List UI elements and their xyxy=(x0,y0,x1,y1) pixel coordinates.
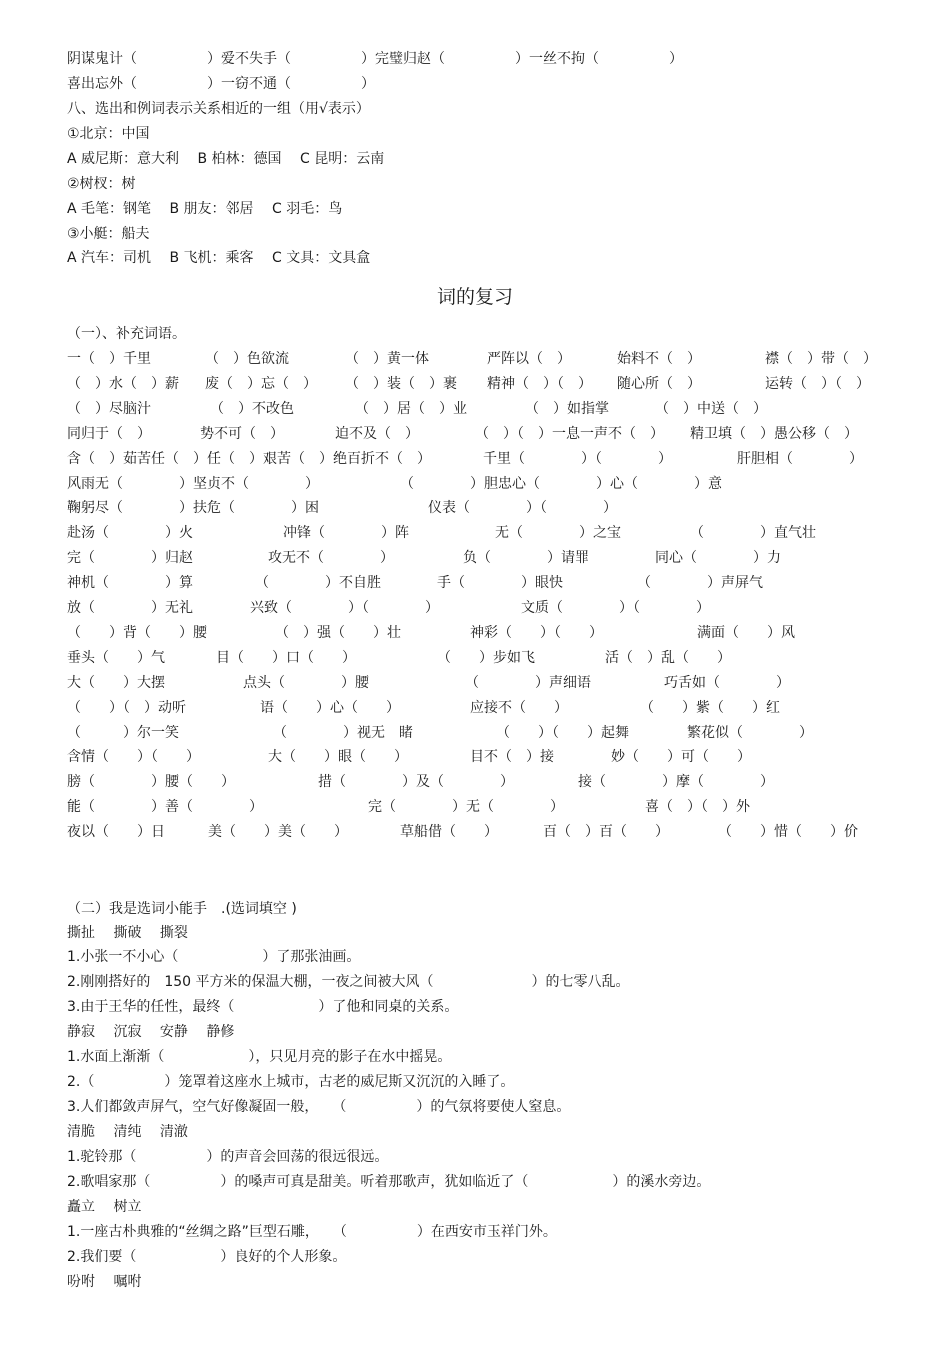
word-group-1-sentence-3: 3.由于王华的任性，最终（ ）了他和同桌的关系。 xyxy=(67,999,459,1015)
fill-in-item: 完（ ）归赵 xyxy=(67,550,193,566)
word-group-3-sentence-1: 1.驼铃那（ ）的声音会回荡的很远很远。 xyxy=(67,1149,389,1165)
fill-in-item: 神彩（ ）（ ） xyxy=(470,625,603,641)
fill-in-item: （ ）背（ ）腰 xyxy=(67,625,207,641)
word-group-1-sentence-2: 2.刚刚搭好的 150 平方米的保温大棚，一夜之间被大风（ ）的七零八乱。 xyxy=(67,974,630,990)
fill-in-item: 美（ ）美（ ） xyxy=(208,824,348,840)
fill-in-item: 赴汤（ ）火 xyxy=(67,525,193,541)
fill-in-item: （ ）尽脑汁 xyxy=(67,401,151,417)
fill-in-item: 夜以（ ）日 xyxy=(67,824,165,840)
fill-in-item: 措（ ）及（ ） xyxy=(318,774,514,790)
fill-in-item: 繁花似（ ） xyxy=(687,725,813,741)
fill-in-item: 同归于（ ） xyxy=(67,426,151,442)
fill-in-item: 精神（ ）（ ） xyxy=(487,376,592,392)
fill-in-item: （ ）不改色 xyxy=(210,401,294,417)
fill-in-item: 目（ ）口（ ） xyxy=(216,650,356,666)
section-8-question-3: ③小艇：船夫 xyxy=(67,226,150,242)
fill-in-item: 废（ ）忘（ ） xyxy=(205,376,317,392)
fill-in-item: 巧舌如（ ） xyxy=(664,675,790,691)
fill-in-item: 文质（ ）（ ） xyxy=(521,600,710,616)
fill-in-item: 放（ ）无礼 xyxy=(67,600,193,616)
fill-in-item: （ ）如指掌 xyxy=(525,401,609,417)
section-8-question-3-options: A 汽车：司机 B 飞机：乘客 C 文具：文具盒 xyxy=(67,250,371,266)
fill-in-item: （ ）装（ ）裹 xyxy=(345,376,457,392)
fill-in-item: 喜（ ）（ ）外 xyxy=(645,799,750,815)
fill-in-item: （ ）直气壮 xyxy=(690,525,816,541)
fill-in-item: 满面（ ）风 xyxy=(697,625,795,641)
fill-in-item: 仪表（ ）（ ） xyxy=(428,500,617,516)
fill-in-item: （ ）水（ ）薪 xyxy=(67,376,179,392)
section-8-question-1-options: A 威尼斯：意大利 B 柏林：德国 C 昆明：云南 xyxy=(67,151,385,167)
fill-in-item: （ ）紫（ ）红 xyxy=(640,700,780,716)
fill-in-item: 随心所（ ） xyxy=(617,376,701,392)
fill-in-item: 神机（ ）算 xyxy=(67,575,193,591)
word-group-4-sentence-1: 1.一座古朴典雅的“丝绸之路”巨型石雕， （ ）在西安市玉祥门外。 xyxy=(67,1224,557,1240)
fill-in-item: 肝胆相（ ） xyxy=(737,451,863,467)
fill-in-item: 接（ ）摩（ ） xyxy=(578,774,774,790)
fill-in-item: 鞠躬尽（ ）扶危（ ）困 xyxy=(67,500,319,516)
fill-in-item: 大（ ）大摆 xyxy=(67,675,165,691)
fill-in-item: 应接不（ ） xyxy=(470,700,568,716)
word-group-2-sentence-1: 1.水面上渐渐（ ），只见月亮的影子在水中摇晃。 xyxy=(67,1049,452,1065)
fill-in-item: （ ）居（ ）业 xyxy=(355,401,467,417)
section-8-heading: 八、选出和例词表示关系相近的一组（用√表示） xyxy=(67,101,370,117)
word-group-4-sentence-2: 2.我们要（ ）良好的个人形象。 xyxy=(67,1249,347,1265)
fill-in-item: 百（ ）百（ ） xyxy=(543,824,669,840)
fill-in-item: 含情（ ）（ ） xyxy=(67,749,200,765)
word-group-2: 静寂 沉寂 安静 静修 xyxy=(67,1024,235,1040)
fill-in-item: （ ）色欲流 xyxy=(205,351,289,367)
fill-in-item: （ ）（ ）一息一声不（ ） xyxy=(475,426,664,442)
fill-in-item: 活（ ）乱（ ） xyxy=(605,650,731,666)
fill-in-item: （ ）强（ ）壮 xyxy=(275,625,401,641)
fill-in-item: 负（ ）请罪 xyxy=(463,550,589,566)
word-group-2-sentence-2: 2.（ ）笼罩着这座水上城市，古老的威尼斯又沉沉的入睡了。 xyxy=(67,1074,515,1090)
fill-in-item: 大（ ）眼（ ） xyxy=(268,749,408,765)
fill-in-item: 始料不（ ） xyxy=(617,351,701,367)
fill-in-item: （ ）中送（ ） xyxy=(655,401,767,417)
fill-in-item: 手（ ）眼快 xyxy=(437,575,563,591)
fill-in-item: （ ）不自胜 xyxy=(255,575,381,591)
fill-in-item: （ ）（ ）起舞 xyxy=(496,725,629,741)
fill-in-item: 千里（ ）（ ） xyxy=(483,451,672,467)
fill-in-item: 同心（ ）力 xyxy=(655,550,781,566)
fill-in-item: 完（ ）无（ ） xyxy=(368,799,564,815)
word-group-1: 撕扯 撕破 撕裂 xyxy=(67,925,188,941)
fill-in-item: （ ）（ ）动听 xyxy=(67,700,186,716)
word-group-3: 清脆 清纯 清澈 xyxy=(67,1124,188,1140)
fill-in-item: （ ）视无 睹 xyxy=(273,725,413,741)
fill-in-item: 妙（ ）可（ ） xyxy=(611,749,751,765)
fill-in-item: 迫不及（ ） xyxy=(335,426,419,442)
fill-in-item: 语（ ）心（ ） xyxy=(260,700,400,716)
fill-in-item: （ ）黄一体 xyxy=(345,351,429,367)
word-group-2-sentence-3: 3.人们都敛声屏气，空气好像凝固一般， （ ）的气氛将要使人窒息。 xyxy=(67,1099,571,1115)
fill-in-item: 襟（ ）带（ ） xyxy=(765,351,877,367)
word-group-4: 矗立 树立 xyxy=(67,1199,142,1215)
fill-in-item: 草船借（ ） xyxy=(400,824,498,840)
fill-in-item: 能（ ）善（ ） xyxy=(67,799,263,815)
fill-in-item: 风雨无（ ）坚贞不（ ） xyxy=(67,476,319,492)
fill-in-item: 含（ ）茹苦任（ ）任（ ）艰苦（ ）绝百折不（ ） xyxy=(67,451,431,467)
fill-in-item: 一（ ）千里 xyxy=(67,351,151,367)
fill-in-item: （ ）尔一笑 xyxy=(67,725,179,741)
fill-in-item: 冲锋（ ）阵 xyxy=(283,525,409,541)
section-8-question-2: ②树杈：树 xyxy=(67,176,136,192)
fill-in-item: 精卫填（ ）愚公移（ ） xyxy=(690,426,858,442)
part-2-heading: （二）我是选词小能手 .(选词填空 ) xyxy=(67,901,297,917)
fill-in-item: 运转（ ）（ ） xyxy=(765,376,870,392)
section-8-question-1: ①北京：中国 xyxy=(67,126,150,142)
fill-in-item: （ ）惜（ ）价 xyxy=(718,824,858,840)
word-group-5: 吩咐 嘱咐 xyxy=(67,1274,142,1290)
fill-in-item: 无（ ）之宝 xyxy=(495,525,621,541)
fill-in-item: 严阵以（ ） xyxy=(487,351,571,367)
fill-in-item: （ ）声细语 xyxy=(465,675,591,691)
fill-in-item: 目不（ ）接 xyxy=(470,749,554,765)
word-group-3-sentence-2: 2.歌唱家那（ ）的嗓声可真是甜美。听着那歌声，犹如临近了（ ）的溪水旁边。 xyxy=(67,1174,711,1190)
fill-in-item: 膀（ ）腰（ ） xyxy=(67,774,235,790)
fill-in-item: 攻无不（ ） xyxy=(268,550,394,566)
fill-in-item: 势不可（ ） xyxy=(200,426,284,442)
fill-in-item: （ ）胆忠心（ ）心（ ）意 xyxy=(400,476,722,492)
section-8-question-2-options: A 毛笔：钢笔 B 朋友：邻居 C 羽毛：鸟 xyxy=(67,201,343,217)
fill-in-item: （ ）步如飞 xyxy=(437,650,535,666)
idiom-correction-row-2: 喜出忘外（ ）一窃不通（ ） xyxy=(67,76,375,92)
fill-in-item: 垂头（ ）气 xyxy=(67,650,165,666)
fill-in-item: 兴致（ ）（ ） xyxy=(250,600,439,616)
review-title: 词的复习 xyxy=(436,286,513,308)
idiom-correction-row-1: 阴谋鬼计（ ）爱不失手（ ）完璧归赵（ ）一丝不拘（ ） xyxy=(67,51,683,67)
part-1-heading: （一）、补充词语。 xyxy=(67,326,186,342)
fill-in-item: （ ）声屏气 xyxy=(637,575,763,591)
fill-in-item: 点头（ ）腰 xyxy=(243,675,369,691)
word-group-1-sentence-1: 1.小张一不小心（ ）了那张油画。 xyxy=(67,949,361,965)
